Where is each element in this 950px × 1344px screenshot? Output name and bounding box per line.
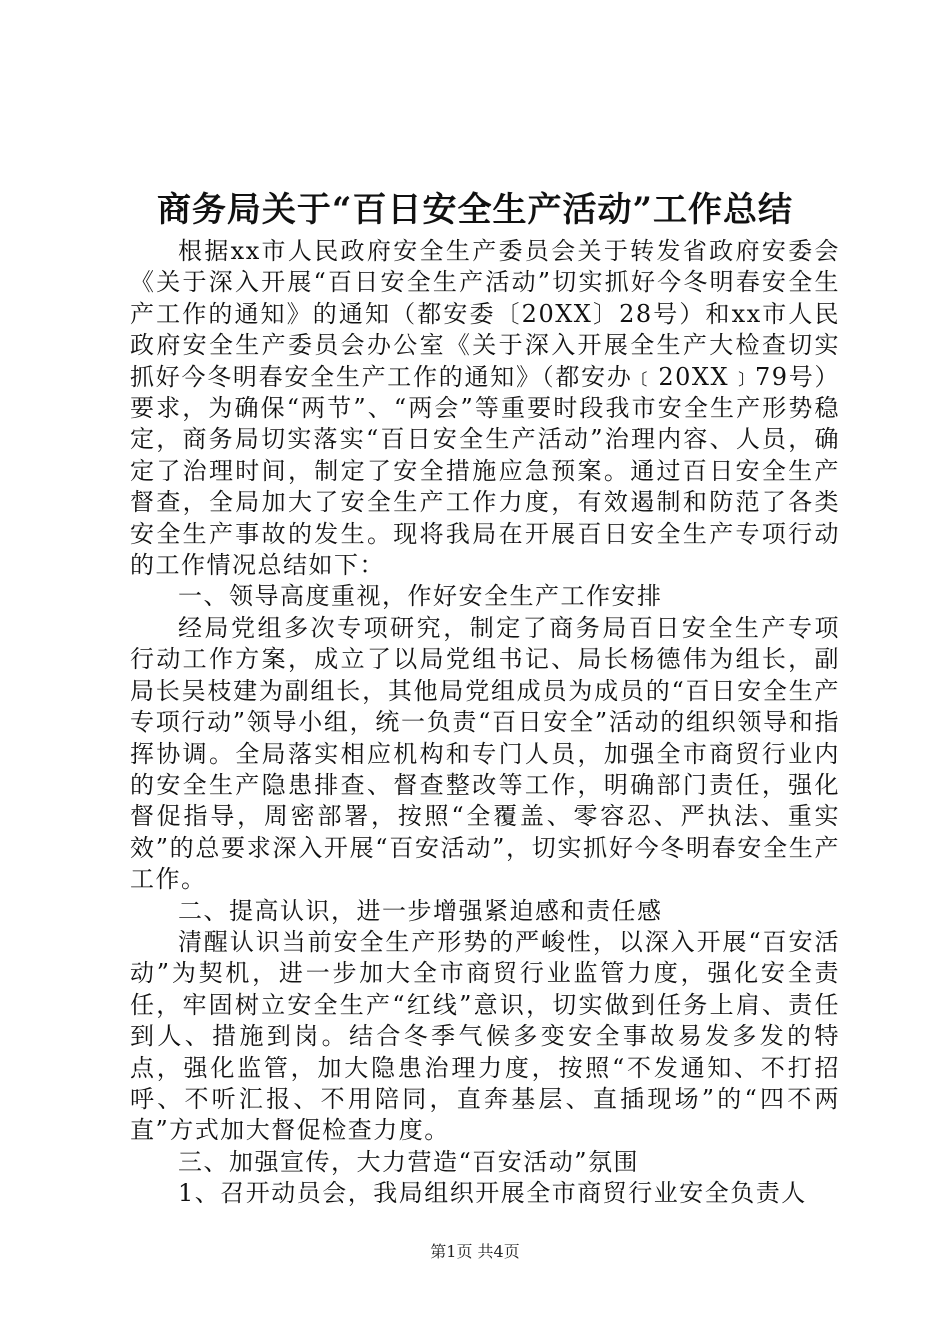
- section-2-paragraph: 清醒认识当前安全生产形势的严峻性，以深入开展“百安活动”为契机，进一步加大全市商贸行业监管力度，强化安全责任，牢固树立安全生产“红线”意识，切实做到任务上肩、责任到人、措施到岗。结合冬季气候多变安全事故易发多发的特点，强化监管，加大隐患治理力度，按照“不发通知、不打招呼、不听汇报、不用陪同，直奔基层、直插现场”的“四不两直”方式加大督促检查力度。: [130, 927, 840, 1145]
- intro-paragraph: 根据xx市人民政府安全生产委员会关于转发省政府安委会《关于深入开展“百日安全生产活动”切实抓好今冬明春安全生产工作的通知》的通知（都安委〔20XX〕28号）和xx市人民政府安全生产委员会办公室《关于深入开展全生产大检查切实抓好今冬明春安全生产工作的通知》（都安办﹝20XX﹞79号）要求，为确保“两节”、“两会”等重要时段我市安全生产形势稳定，商务局切实落实“百日安全生产活动”治理内容、人员，确定了治理时间，制定了安全措施应急预案。通过百日安全生产督查，全局加大了安全生产工作力度，有效遏制和防范了各类安全生产事故的发生。现将我局在开展百日安全生产专项行动的工作情况总结如下：: [130, 237, 840, 580]
- section-3-item-1: 1、召开动员会，我局组织开展全市商贸行业安全负责人: [178, 1179, 807, 1208]
- section-1-paragraph: 经局党组多次专项研究，制定了商务局百日安全生产专项行动工作方案，成立了以局党组书记、局长杨德伟为组长，副局长吴枝建为副组长，其他局党组成员为成员的“百日安全生产专项行动”领导小组，统一负责“百日安全”活动的组织领导和指挥协调。全局落实相应机构和专门人员，加强全市商贸行业内的安全生产隐患排查、督查整改等工作，明确部门责任，强化督促指导，周密部署，按照“全覆盖、零容忍、严执法、重实效”的总要求深入开展“百安活动”，切实抓好今冬明春安全生产工作。: [130, 613, 840, 894]
- section-2-heading: 二、提高认识，进一步增强紧迫感和责任感: [178, 896, 663, 925]
- document-title: 商务局关于“百日安全生产活动”工作总结: [156, 190, 794, 230]
- section-3-heading: 三、加强宣传，大力营造“百安活动”氛围: [178, 1147, 640, 1176]
- section-1-heading: 一、领导高度重视，作好安全生产工作安排: [178, 582, 663, 611]
- page-footer: 第1页 共4页: [430, 1242, 520, 1261]
- document-body: [130, 236, 840, 1210]
